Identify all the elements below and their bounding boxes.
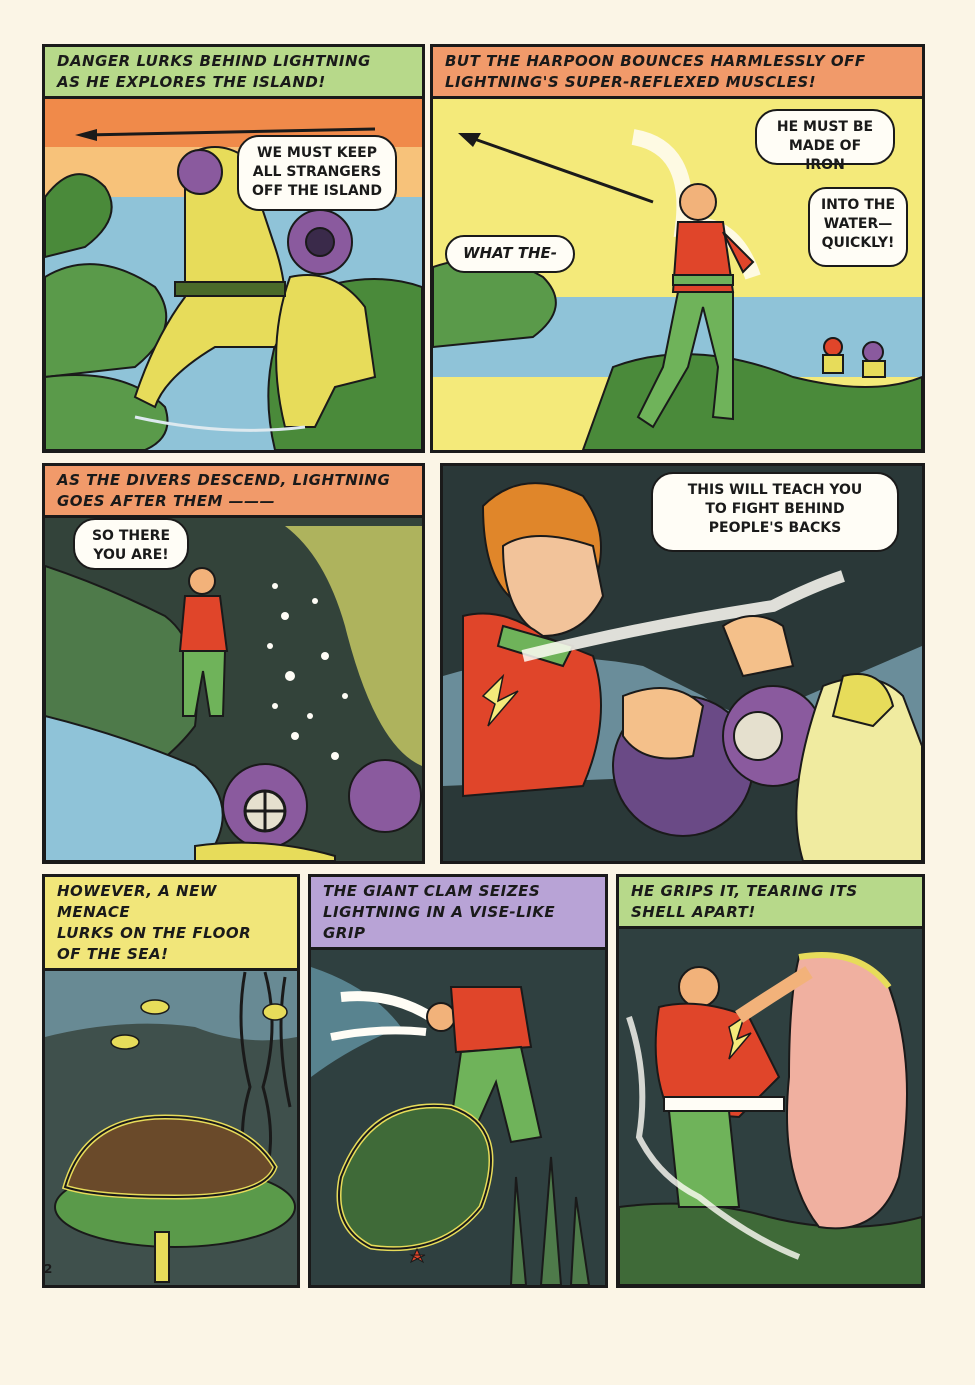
panel-5-caption: HOWEVER, A NEW MENACE LURKS ON THE FLOOR OF THE SEA!: [45, 877, 297, 971]
speech-balloon-into-the-water: INTO THE WATER— QUICKLY!: [808, 187, 908, 267]
panel-1-caption: DANGER LURKS BEHIND LIGHTNING AS HE EXPLORES THE ISLAND!: [45, 47, 422, 99]
panel-6-caption: THE GIANT CLAM SEIZES LIGHTNING IN A VISE-LIKE GRIP: [311, 877, 605, 950]
panel-7-caption: HE GRIPS IT, TEARING ITS SHELL APART!: [619, 877, 922, 929]
panel-3-caption: AS THE DIVERS DESCEND, LIGHTNING GOES AFTER THEM ———: [45, 466, 422, 518]
speech-balloon-what-the: WHAT THE-: [445, 235, 575, 273]
panel-1-art: [45, 47, 422, 450]
speech-balloon-keep-strangers: WE MUST KEEP ALL STRANGERS OFF THE ISLAND: [237, 135, 397, 211]
panel-4: [440, 463, 925, 864]
panel-2: [430, 44, 925, 453]
speech-balloon-teach-you: THIS WILL TEACH YOU TO FIGHT BEHIND PEOPLE'S BACKS: [651, 472, 899, 552]
panel-6: [308, 874, 608, 1288]
panel-3: [42, 463, 425, 864]
speech-balloon-so-there-you-are: SO THERE YOU ARE!: [73, 518, 189, 570]
panel-2-caption: BUT THE HARPOON BOUNCES HARMLESSLY OFF LIGHTNING'S SUPER-REFLEXED MUSCLES!: [433, 47, 922, 99]
panel-5: [42, 874, 300, 1288]
panel-1: [42, 44, 425, 453]
panel-7: [616, 874, 925, 1288]
panel-7-art: [619, 877, 922, 1285]
page-number: 2: [44, 1262, 53, 1276]
speech-balloon-made-of-iron: HE MUST BE MADE OF IRON: [755, 109, 895, 165]
